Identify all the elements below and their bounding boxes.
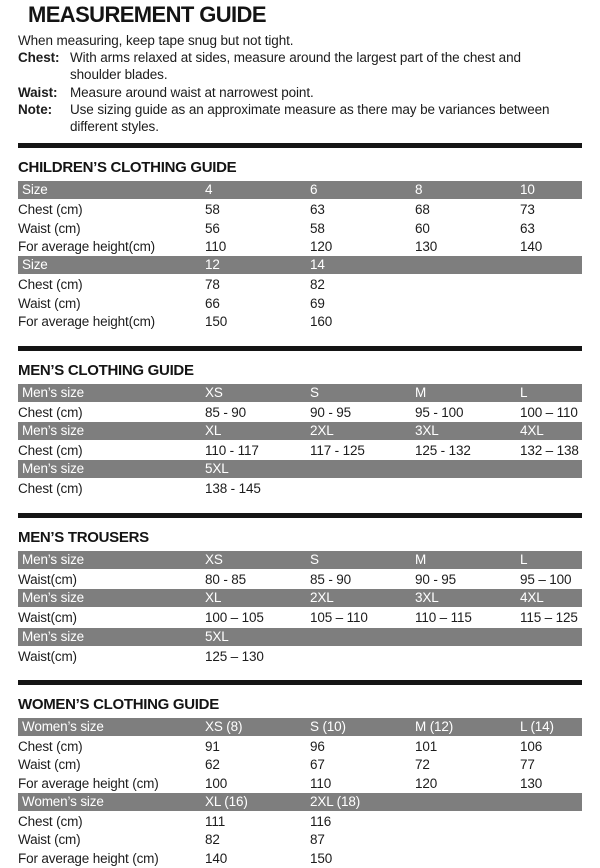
value-cell: XS [205,551,223,567]
size-header-row [18,628,582,646]
value-cell: 56 [205,220,220,236]
section-heading: WOMEN’S CLOTHING GUIDE [18,695,219,713]
value-cell: XL (16) [205,794,248,810]
measurement-row [18,442,582,460]
value-cell: 3XL [415,590,439,606]
row-label: Chest (cm) [18,814,83,830]
value-cell: L [520,551,528,567]
definition-text: Measure around waist at narrowest point. [70,84,314,100]
value-cell: 110 - 117 [205,442,259,458]
row-label: Men’s size [22,590,85,606]
value-cell: S (10) [310,718,346,734]
measurement-row [18,738,582,756]
value-cell: 95 - 100 [415,404,464,420]
value-cell: 120 [415,775,438,791]
value-cell: 67 [310,757,325,773]
row-label: For average height (cm) [18,850,159,866]
size-table [18,551,582,666]
value-cell: 90 - 95 [415,571,456,587]
value-cell: 116 [310,814,332,830]
measurement-row [18,480,582,498]
value-cell: 100 – 105 [205,610,264,626]
row-label: Men’s size [22,551,85,567]
value-cell: 3XL [415,422,439,438]
definition-label: Note: [18,101,52,117]
size-header-row [18,422,582,440]
row-label: Men’s size [22,422,85,438]
value-cell: 2XL (18) [310,794,361,810]
row-label: Waist(cm) [18,571,77,587]
value-cell: 68 [415,202,430,218]
value-cell: 110 – 115 [415,610,472,626]
value-cell: 101 [415,738,438,754]
value-cell: 78 [205,277,220,293]
row-label: Waist(cm) [18,648,77,664]
value-cell: 100 – 110 [520,404,578,420]
value-cell: 14 [310,257,325,273]
row-label: Men’s size [22,384,85,400]
value-cell: 87 [310,832,325,848]
measurement-row [18,648,582,666]
value-cell: 6 [310,182,318,198]
value-cell: 63 [520,220,535,236]
value-cell: 82 [310,277,325,293]
section-divider [18,346,582,351]
value-cell: 58 [310,220,325,236]
row-label: Men’s size [22,461,85,477]
definition-row [18,101,582,135]
value-cell: 60 [415,220,430,236]
row-label: Size [22,182,48,198]
value-cell: 2XL [310,590,334,606]
value-cell: M [415,551,427,567]
row-label: Women’s size [22,718,104,734]
value-cell: XS (8) [205,718,243,734]
row-label: Chest (cm) [18,442,83,458]
size-header-row [18,256,582,274]
definition-text: Use sizing guide as an approximate measure as there may be variances between different styles. [70,101,550,135]
value-cell: 2XL [310,422,334,438]
value-cell: 85 - 90 [310,571,351,587]
size-table [18,181,582,331]
value-cell: 4XL [520,590,544,606]
value-cell: 150 [310,850,333,866]
value-cell: 10 [520,182,535,198]
value-cell: 95 – 100 [520,571,572,587]
value-cell: 91 [205,738,220,754]
row-label: Chest (cm) [18,481,83,497]
value-cell: 8 [415,182,423,198]
value-cell: 132 – 138 [520,442,579,458]
measurement-row [18,831,582,849]
value-cell: 80 - 85 [205,571,246,587]
value-cell: 4XL [520,422,544,438]
size-header-row [18,718,582,736]
value-cell: 125 – 130 [205,648,264,664]
value-cell: 140 [205,850,228,866]
value-cell: 106 [520,738,543,754]
value-cell: 12 [205,257,220,273]
value-cell: 115 – 125 [520,610,578,626]
row-label: Men’s size [22,628,85,644]
value-cell: 77 [520,757,535,773]
value-cell: 5XL [205,628,229,644]
measurement-row [18,850,582,868]
section-heading: MEN’S CLOTHING GUIDE [18,361,194,379]
value-cell: 63 [310,202,325,218]
measurement-row [18,609,582,627]
value-cell: 85 - 90 [205,404,246,420]
section-divider [18,143,582,148]
measurement-row [18,775,582,793]
value-cell: 140 [520,239,543,254]
value-cell: 62 [205,757,220,773]
row-label: Waist (cm) [18,832,81,848]
value-cell: 117 - 125 [310,442,365,458]
size-table [18,384,582,499]
value-cell: 125 - 132 [415,442,471,458]
value-cell: L [520,384,528,400]
value-cell: M [415,384,427,400]
guide-section [18,529,582,666]
value-cell: 96 [310,738,325,754]
value-cell: 73 [520,202,535,218]
intro-block [18,32,582,135]
measurement-row [18,238,582,256]
size-header-row [18,181,582,199]
value-cell: 69 [310,295,325,311]
definition-text: With arms relaxed at sides, measure around the largest part of the chest and shoulder blades. [70,50,521,83]
section-heading: CHILDREN’S CLOTHING GUIDE [18,159,237,177]
page-title: MEASUREMENT GUIDE [28,2,266,27]
value-cell: 5XL [205,461,229,477]
value-cell: XS [205,384,223,400]
value-cell: M (12) [415,718,454,734]
value-cell: 120 [310,239,333,254]
measurement-row [18,813,582,831]
value-cell: 111 [205,814,226,830]
measurement-row [18,571,582,589]
row-label: Women’s size [22,794,104,810]
guide-section [18,696,582,868]
value-cell: S [310,384,319,400]
value-cell: 138 - 145 [205,481,261,497]
row-label: Size [22,257,48,273]
row-label: Chest (cm) [18,404,83,420]
section-divider [18,680,582,685]
value-cell: 130 [415,239,438,254]
size-table [18,718,582,868]
measurement-row [18,276,582,294]
sections [18,143,582,868]
row-label: Waist (cm) [18,295,81,311]
value-cell: 130 [520,775,543,791]
value-cell: 82 [205,832,220,848]
row-label: Waist (cm) [18,757,81,773]
value-cell: 100 [205,775,228,791]
value-cell: 4 [205,182,213,198]
value-cell: XL [205,590,222,606]
value-cell: 160 [310,314,333,330]
value-cell: 66 [205,295,220,311]
row-label: For average height(cm) [18,314,156,330]
row-label: Waist (cm) [18,220,81,236]
measurement-row [18,201,582,219]
definition-row [18,49,582,83]
measurement-row [18,295,582,313]
row-label: Waist(cm) [18,610,77,626]
guide-section [18,159,582,331]
intro-line: When measuring, keep tape snug but not tight. [18,33,294,48]
value-cell: 90 - 95 [310,404,351,420]
measurement-row [18,756,582,774]
size-header-row [18,551,582,569]
measurement-row [18,404,582,422]
value-cell: 110 [310,775,332,791]
size-header-row [18,384,582,402]
value-cell: L (14) [520,718,554,734]
size-header-row [18,460,582,478]
measurement-row [18,313,582,331]
value-cell: S [310,551,319,567]
size-header-row [18,589,582,607]
guide-section [18,362,582,499]
section-divider [18,513,582,518]
value-cell: 105 – 110 [310,610,368,626]
value-cell: 58 [205,202,220,218]
definition-label: Chest: [18,50,60,66]
value-cell: 110 [205,239,227,254]
row-label: Chest (cm) [18,202,83,218]
definition-row [18,84,582,101]
row-label: Chest (cm) [18,738,83,754]
definition-label: Waist: [18,84,58,100]
value-cell: XL [205,422,222,438]
measurement-row [18,220,582,238]
row-label: For average height(cm) [18,239,156,254]
value-cell: 72 [415,757,430,773]
size-header-row [18,793,582,811]
row-label: For average height (cm) [18,775,159,791]
section-heading: MEN’S TROUSERS [18,528,149,546]
row-label: Chest (cm) [18,277,83,293]
value-cell: 150 [205,314,228,330]
